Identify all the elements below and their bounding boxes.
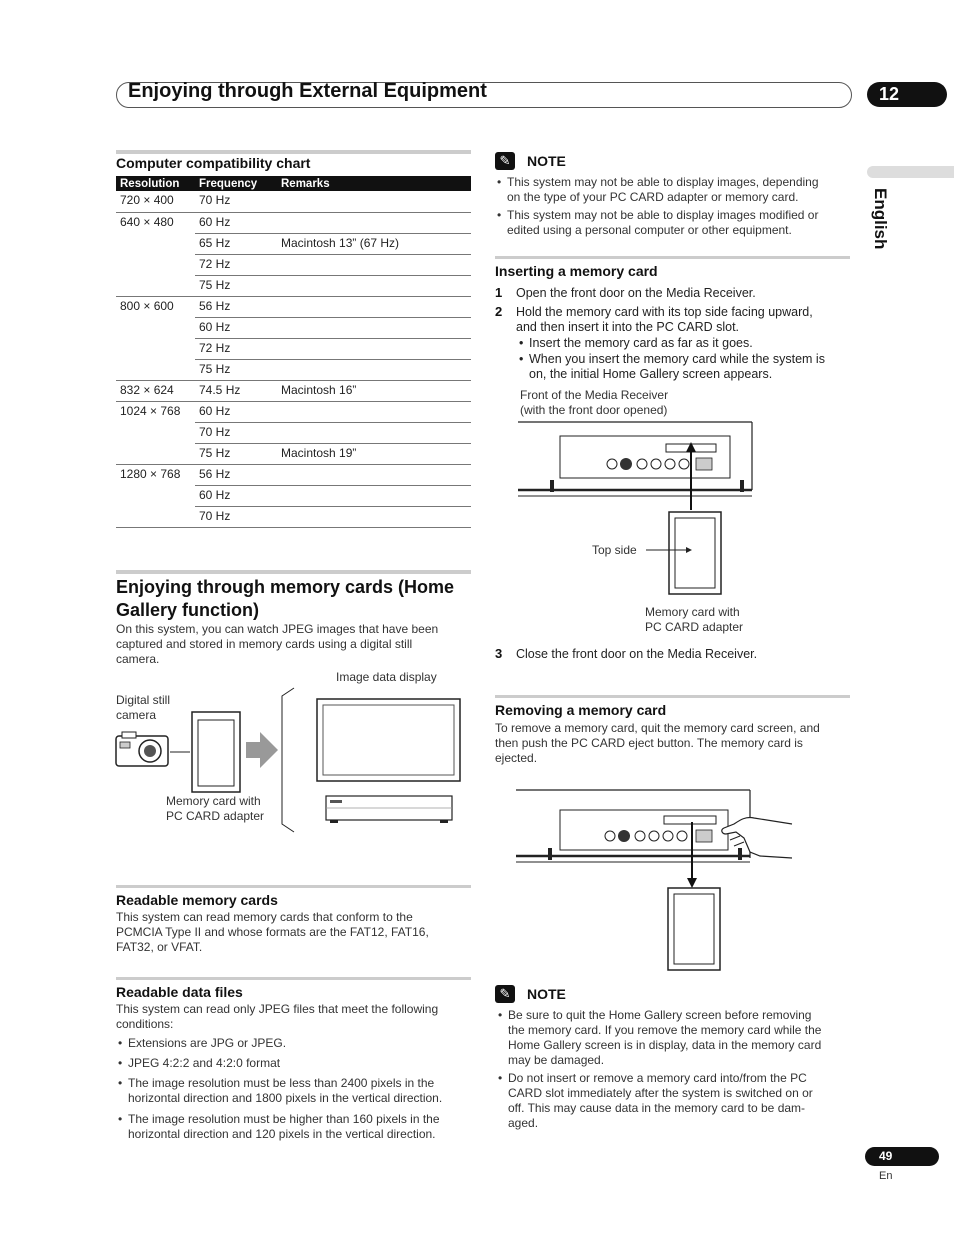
step-number: 1: [495, 285, 503, 300]
table-row: [116, 296, 471, 317]
table-cell: 832 × 624: [116, 380, 195, 401]
table-row: [116, 443, 471, 464]
table-cell: 60 Hz: [195, 485, 277, 506]
text-line: the memory card. If you remove the memory card while the: [508, 1023, 822, 1037]
table-cell: [277, 275, 471, 296]
arrow-down-icon: [687, 878, 697, 888]
gallery-heading-line2: Gallery function): [116, 600, 260, 620]
table-row: [116, 275, 471, 296]
memory-card-icon: [669, 512, 721, 594]
table-row: [116, 464, 471, 485]
note-pencil-icon: ✎: [495, 985, 515, 1003]
table-cell: [116, 422, 195, 443]
text-line: This system may not be able to display images modified or: [507, 208, 819, 222]
text-line: Front of the Media Receiver: [520, 388, 669, 402]
table-cell: 60 Hz: [195, 401, 277, 422]
note-label: NOTE: [527, 153, 566, 169]
language-tab: [867, 166, 954, 178]
page-language: En: [879, 1170, 893, 1182]
text-line: FAT32, or VFAT.: [116, 940, 203, 954]
table-cell: 72 Hz: [195, 254, 277, 275]
text-line: Be sure to quit the Home Gallery screen before removing: [508, 1008, 812, 1022]
camera-icon: [116, 732, 168, 766]
text-line: Memory card with: [166, 794, 261, 808]
table-cell: 56 Hz: [195, 296, 277, 317]
readable-cards-heading: Readable memory cards: [116, 892, 278, 908]
arrow-right-icon: [246, 732, 278, 768]
table-cell: 70 Hz: [195, 506, 277, 527]
text-line: ejected.: [495, 751, 538, 765]
table-cell: 800 × 600: [120, 298, 174, 313]
list-item: • When you insert the memory card while the system is on, the initial Home Gallery screen appears.: [519, 352, 825, 381]
list-item: • Extensions are JPG or JPEG.: [118, 1036, 287, 1050]
hand-icon: [722, 817, 792, 858]
list-item: • This system may not be able to display images modified or edited using a personal computer or other equipment.: [497, 208, 819, 237]
step-text: [516, 305, 813, 335]
list-item: • This system may not be able to display images, depending on the type of your PC CARD adapter or memory card.: [497, 175, 819, 204]
table-cell: [116, 233, 195, 254]
list-item: • Do not insert or remove a memory card into/from the PC CARD slot immediately after the system is switched on or off. This may cause data in the memory card to be dam- aged.: [498, 1071, 813, 1130]
compat-heading: Computer compatibility chart: [116, 155, 311, 171]
column-header: Frequency: [195, 176, 277, 191]
memory-card-icon: [192, 712, 240, 792]
text-line: edited using a personal computer or other equipment.: [507, 223, 792, 237]
section-rule: [116, 150, 471, 154]
table-row: [116, 485, 471, 506]
table-row: [116, 380, 471, 401]
section-rule: [495, 256, 850, 259]
table-cell: [277, 359, 471, 380]
remove-card-illustration: [514, 786, 794, 972]
removing-body: [495, 721, 820, 766]
table-cell: 720 × 400: [116, 191, 195, 212]
step-number: 3: [495, 646, 503, 661]
readable-cards-body: [116, 910, 429, 955]
media-receiver-icon: [326, 796, 452, 823]
table-cell: [277, 485, 471, 506]
text-line: Extensions are JPG or JPEG.: [128, 1036, 287, 1050]
table-cell: [277, 506, 471, 527]
text-line: Insert the memory card as far as it goes.: [529, 336, 753, 350]
table-row: [116, 506, 471, 527]
text-line: On this system, you can watch JPEG images that have been: [116, 622, 439, 636]
table-row: [116, 359, 471, 380]
text-line: then push the PC CARD eject button. The memory card is: [495, 736, 803, 750]
table-row: [116, 254, 471, 275]
text-line: This system can read only JPEG files that meet the following: [116, 1002, 439, 1016]
removing-heading: Removing a memory card: [495, 702, 667, 718]
table-cell: 70 Hz: [195, 191, 277, 212]
table-cell: Macintosh 19”: [277, 443, 471, 464]
table-cell: [277, 296, 471, 317]
table-cell: 56 Hz: [195, 464, 277, 485]
page-number: 49: [865, 1147, 939, 1166]
table-cell: [116, 485, 195, 506]
table-cell: [116, 338, 195, 359]
readable-files-heading: Readable data files: [116, 984, 243, 1000]
table-cell: [277, 401, 471, 422]
text-line: and then insert it into the PC CARD slot.: [516, 320, 740, 334]
table-cell: 74.5 Hz: [195, 380, 277, 401]
table-cell: [116, 443, 195, 464]
table-cell: [277, 422, 471, 443]
text-line: off. This may cause data in the memory card to be dam-: [508, 1101, 806, 1115]
page-title: Enjoying through External Equipment: [128, 80, 487, 102]
text-line: (with the front door opened): [520, 403, 668, 417]
table-row: [116, 317, 471, 338]
list-item: • Be sure to quit the Home Gallery screen before removing the memory card. If you remove the memory card while the Home Gallery screen is in display, data in the memory card may be damaged.: [498, 1008, 822, 1067]
section-rule: [116, 570, 471, 574]
table-cell: 75 Hz: [195, 275, 277, 296]
table-cell: 60 Hz: [195, 317, 277, 338]
text-line: on the type of your PC CARD adapter or memory card.: [507, 190, 799, 204]
section-rule: [116, 977, 471, 980]
inserting-heading: Inserting a memory card: [495, 263, 658, 279]
media-receiver-front-icon: [518, 422, 752, 496]
table-cell: [116, 254, 195, 275]
text-line: on, the initial Home Gallery screen appears.: [529, 367, 773, 381]
table-cell: [277, 317, 471, 338]
table-cell: 65 Hz: [195, 233, 277, 254]
table-cell: 640 × 480: [120, 214, 174, 229]
table-row: [116, 212, 471, 233]
text-line: conditions:: [116, 1017, 174, 1031]
table-cell: [116, 275, 195, 296]
text-line: When you insert the memory card while the system is: [529, 352, 825, 366]
text-line: PCMCIA Type II and whose formats are the FAT12, FAT16,: [116, 925, 429, 939]
text-line: Memory card with: [645, 605, 740, 619]
text-line: PC CARD adapter: [645, 620, 744, 634]
text-line: Digital still: [116, 693, 171, 707]
chapter-badge: 12: [867, 82, 947, 107]
compat-table: [116, 176, 471, 528]
image-display-label: Image data display: [336, 670, 437, 684]
top-side-label: Top side: [592, 543, 637, 557]
table-row: [116, 233, 471, 254]
table-cell: [277, 464, 471, 485]
text-line: JPEG 4:2:2 and 4:2:0 format: [128, 1056, 281, 1070]
text-line: This system can read memory cards that conform to the: [116, 910, 413, 924]
gallery-body: [116, 622, 438, 667]
table-cell: Macintosh 13” (67 Hz): [277, 233, 471, 254]
table-row: [116, 401, 471, 422]
text-line: Do not insert or remove a memory card into/from the PC: [508, 1071, 807, 1085]
insert-card-label: [645, 605, 743, 635]
readable-files-body: [116, 1002, 438, 1032]
step-text: Open the front door on the Media Receiver.: [516, 286, 756, 300]
text-line: Home Gallery screen is in display, data in the memory card: [508, 1038, 822, 1052]
table-cell: [277, 254, 471, 275]
text-line: The image resolution must be higher than 160 pixels in the: [128, 1112, 440, 1126]
step-text: Close the front door on the Media Receiver.: [516, 647, 758, 661]
text-line: This system may not be able to display images, depending: [507, 175, 819, 189]
text-line: horizontal direction and 120 pixels in the vertical direction.: [128, 1127, 436, 1141]
table-cell: Macintosh 16”: [277, 380, 471, 401]
table-row: [116, 422, 471, 443]
column-header: Resolution: [116, 176, 195, 191]
list-item: • The image resolution must be less than 2400 pixels in the horizontal direction and 1800 pixels in the vertical direction.: [118, 1076, 443, 1105]
table-cell: [116, 359, 195, 380]
table-cell: 75 Hz: [195, 359, 277, 380]
list-item: • Insert the memory card as far as it goes.: [519, 336, 753, 350]
table-cell: 75 Hz: [195, 443, 277, 464]
text-line: may be damaged.: [508, 1053, 605, 1067]
step-number: 2: [495, 304, 503, 319]
section-rule: [495, 695, 850, 698]
front-receiver-label: [520, 388, 668, 418]
gallery-illustration: [112, 684, 468, 834]
table-cell: [116, 317, 195, 338]
gallery-heading-line1: Enjoying through memory cards (Home: [116, 577, 455, 597]
table-cell: 60 Hz: [195, 212, 277, 233]
compat-table-body: [116, 191, 471, 527]
language-label: English: [871, 188, 890, 250]
text-line: camera: [116, 708, 157, 722]
table-cell: [277, 212, 471, 233]
text-line: camera.: [116, 652, 160, 666]
memory-card-icon: [668, 888, 720, 970]
table-cell: 1024 × 768: [120, 403, 181, 418]
list-item: • JPEG 4:2:2 and 4:2:0 format: [118, 1056, 281, 1070]
text-line: aged.: [508, 1116, 539, 1130]
table-row: [116, 191, 471, 212]
table-cell: [116, 506, 195, 527]
table-header-row: [116, 176, 471, 191]
text-line: PC CARD adapter: [166, 809, 265, 823]
note-pencil-icon: ✎: [495, 152, 515, 170]
insert-card-illustration: [516, 418, 756, 600]
media-receiver-front-icon: [516, 790, 750, 862]
column-header: Remarks: [277, 176, 471, 191]
table-cell: 72 Hz: [195, 338, 277, 359]
table-row: [116, 338, 471, 359]
text-line: captured and stored in memory cards using a digital still: [116, 637, 413, 651]
text-line: horizontal direction and 1800 pixels in the vertical direction.: [128, 1091, 443, 1105]
section-rule: [116, 885, 471, 888]
text-line: The image resolution must be less than 2400 pixels in the: [128, 1076, 435, 1090]
display-icon: [317, 699, 460, 781]
list-item: • The image resolution must be higher than 160 pixels in the horizontal direction and 120 pixels in the vertical direction.: [118, 1112, 440, 1141]
table-cell: 1280 × 768: [120, 466, 181, 481]
note-label: NOTE: [527, 986, 566, 1002]
table-cell: 70 Hz: [195, 422, 277, 443]
text-line: Hold the memory card with its top side facing upward,: [516, 305, 813, 319]
text-line: To remove a memory card, quit the memory card screen, and: [495, 721, 820, 735]
text-line: CARD slot immediately after the system is switched on or: [508, 1086, 813, 1100]
table-cell: [277, 191, 471, 212]
table-cell: [277, 338, 471, 359]
